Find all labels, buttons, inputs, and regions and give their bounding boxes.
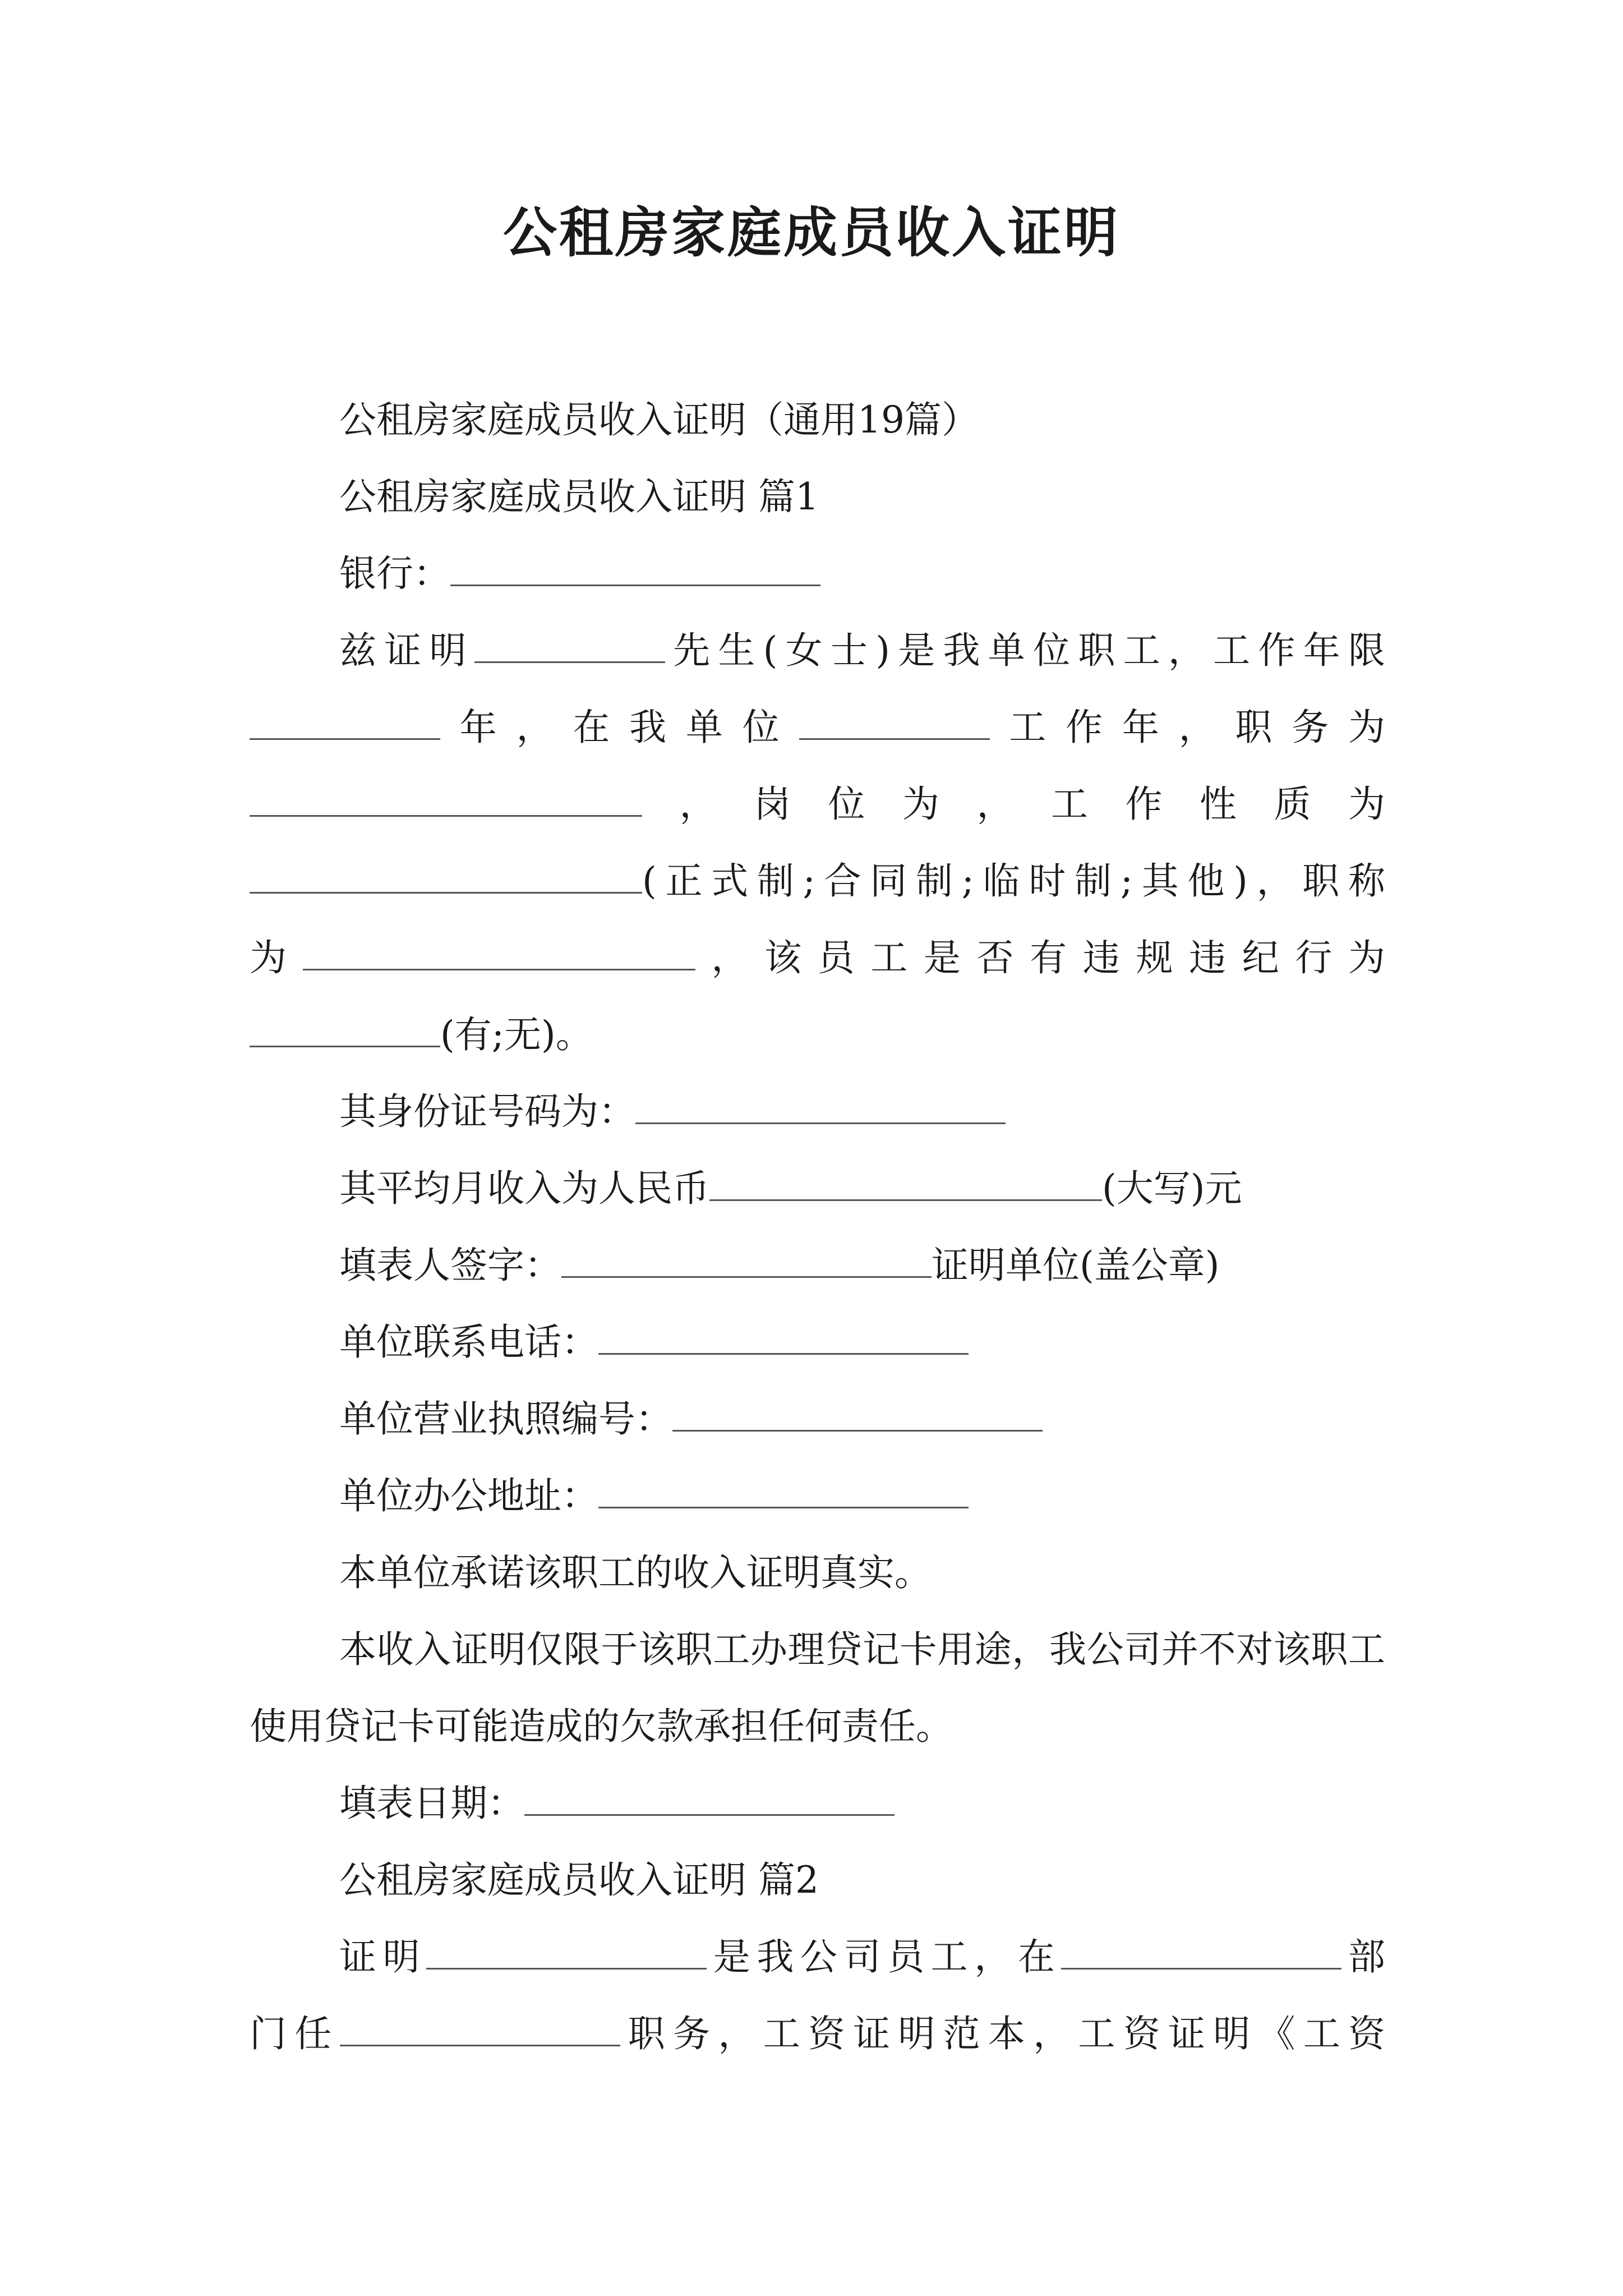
date-label: 填表日期： <box>339 1782 524 1825</box>
years-at-unit-blank[interactable] <box>799 703 990 740</box>
cert-line-6-a: (有;无)。 <box>440 1013 593 1056</box>
phone-label: 单位联系电话： <box>339 1320 598 1364</box>
address-line <box>250 1457 1385 1534</box>
cert-line-4-a: (正式制;合同制;临时制;其他)，职称 <box>642 859 1385 903</box>
bank-label: 银行： <box>339 552 450 595</box>
cert-line-1-b: 先生(女士)是我单位职工，工作年限 <box>665 629 1386 672</box>
income-label-b: (大写)元 <box>1102 1167 1242 1210</box>
cert-line-1-a: 兹证明 <box>339 629 474 672</box>
license-line <box>250 1381 1385 1457</box>
s2-line-2-a: 门任 <box>250 2012 340 2055</box>
cert-line-2 <box>250 689 1385 766</box>
address-label: 单位办公地址： <box>339 1474 598 1517</box>
cert-line-3 <box>250 766 1385 843</box>
s2-position-blank[interactable] <box>340 2010 620 2046</box>
s2-line-1-c: 部 <box>1341 1935 1386 1978</box>
work-nature-blank[interactable] <box>250 857 642 894</box>
employee-name-blank[interactable] <box>474 627 665 663</box>
document-title: 公租房家庭成员收入证明 <box>503 201 1120 264</box>
s2-line-2-b: 职务，工资证明范本，工资证明《工资 <box>620 2012 1386 2055</box>
phone-blank[interactable] <box>598 1318 969 1355</box>
address-blank[interactable] <box>598 1472 969 1508</box>
title-blank[interactable] <box>303 934 695 970</box>
disclaimer-paragraph: 本收入证明仅限于该职工办理贷记卡用途，我公司并不对该职工使用贷记卡可能造成的欠款承担任何责任。 <box>250 1628 1385 1748</box>
violation-blank[interactable] <box>250 1011 440 1047</box>
section-1-heading: 公租房家庭成员收入证明 篇1 <box>339 475 819 518</box>
cert-line-4 <box>250 843 1385 919</box>
license-label: 单位营业执照编号： <box>339 1397 672 1441</box>
income-blank[interactable] <box>709 1165 1102 1201</box>
phone-line <box>250 1304 1385 1381</box>
income-label-a: 其平均月收入为人民币 <box>339 1167 709 1210</box>
promise-line: 本单位承诺该职工的收入证明真实。 <box>339 1551 932 1594</box>
id-number-blank[interactable] <box>635 1088 1006 1124</box>
signer-label: 填表人签字： <box>339 1244 561 1287</box>
cert-line-5-b: ，该员工是否有违规违纪行为 <box>695 936 1386 979</box>
s2-line-2 <box>250 1995 1385 2072</box>
cert-line-6 <box>250 996 1385 1073</box>
id-line <box>250 1073 1385 1150</box>
cert-line-3-a: ，岗位为，工作性质为 <box>642 783 1385 826</box>
income-line <box>250 1150 1385 1227</box>
s2-department-blank[interactable] <box>1061 1933 1341 1970</box>
signer-line <box>250 1227 1385 1304</box>
license-blank[interactable] <box>672 1395 1043 1432</box>
cert-line-2-b: 工作年，职务为 <box>989 706 1385 749</box>
bank-line <box>250 535 1385 612</box>
seal-label: 证明单位(盖公章) <box>932 1244 1220 1287</box>
cert-line-1 <box>250 612 1385 689</box>
date-blank[interactable] <box>524 1779 895 1816</box>
document-body <box>250 381 1385 2072</box>
years-worked-blank[interactable] <box>250 703 440 740</box>
bank-blank[interactable] <box>450 550 820 586</box>
section-2-heading: 公租房家庭成员收入证明 篇2 <box>339 1858 819 1902</box>
id-label: 其身份证号码为： <box>339 1090 635 1133</box>
document-subtitle: 公租房家庭成员收入证明（通用19篇） <box>339 398 979 441</box>
position-blank[interactable] <box>250 780 642 817</box>
s2-line-1-b: 是我公司员工，在 <box>707 1935 1062 1978</box>
signer-blank[interactable] <box>561 1241 932 1278</box>
s2-name-blank[interactable] <box>426 1933 707 1970</box>
cert-line-2-a: 年，在我单位 <box>440 706 799 749</box>
s2-line-1 <box>250 1918 1385 1995</box>
date-line <box>250 1765 1385 1842</box>
s2-line-1-a: 证明 <box>339 1935 427 1978</box>
cert-line-5-a: 为 <box>250 936 303 979</box>
cert-line-5 <box>250 919 1385 996</box>
